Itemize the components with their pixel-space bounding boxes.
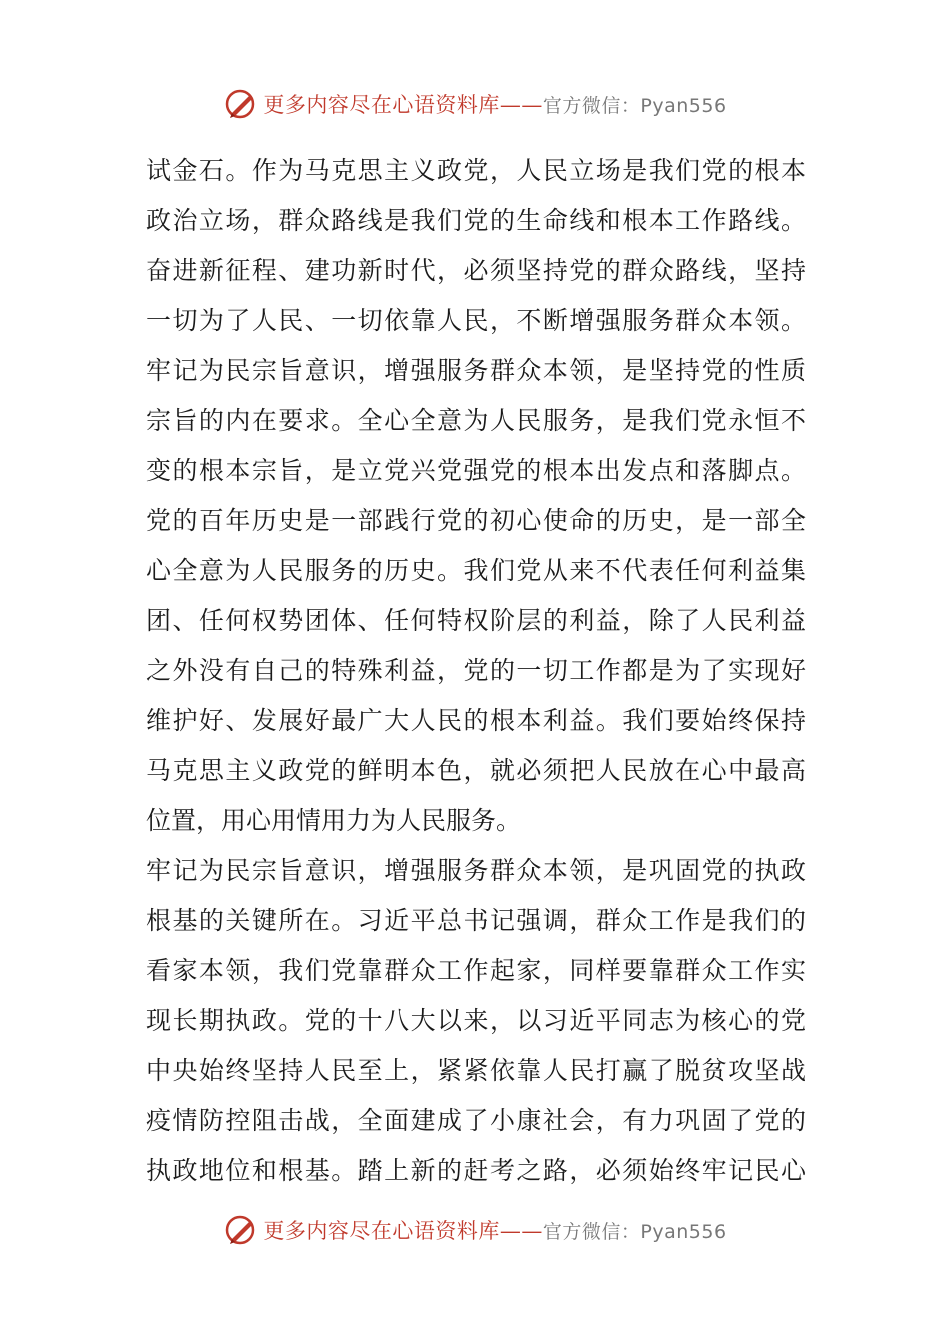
text-line: 看家本领，我们党靠群众工作起家，同样要靠群众工作实 bbox=[146, 956, 806, 985]
text-line: 维护好、发展好最广大人民的根本利益。我们要始终保持 bbox=[146, 706, 806, 735]
banner-official-account: 官方微信：Pyan556 bbox=[542, 95, 727, 117]
banner-brand: 更多内容尽在心语资料库 bbox=[263, 93, 500, 117]
pen-logo-icon bbox=[223, 1212, 259, 1248]
text-line: 奋进新征程、建功新时代，必须坚持党的群众路线，坚持 bbox=[146, 256, 806, 285]
text-line: 牢记为民宗旨意识，增强服务群众本领，是坚持党的性质 bbox=[146, 356, 806, 385]
banner-brand: 更多内容尽在心语资料库 bbox=[263, 1219, 500, 1243]
pen-logo-icon bbox=[223, 86, 259, 122]
banner-text bbox=[263, 89, 726, 119]
banner-official-account: 官方微信：Pyan556 bbox=[542, 1221, 727, 1243]
text-line: 执政地位和根基。踏上新的赶考之路，必须始终牢记民心 bbox=[146, 1156, 806, 1185]
text-line: 政治立场，群众路线是我们党的生命线和根本工作路线。 bbox=[146, 206, 806, 235]
text-line: 宗旨的内在要求。全心全意为人民服务，是我们党永恒不 bbox=[146, 406, 806, 435]
text-line: 团、任何权势团体、任何特权阶层的利益，除了人民利益 bbox=[146, 606, 806, 635]
banner-text bbox=[263, 1215, 726, 1245]
banner-dash: —— bbox=[499, 1219, 543, 1243]
text-line: 变的根本宗旨，是立党兴党强党的根本出发点和落脚点。 bbox=[146, 456, 806, 485]
text-line: 根基的关键所在。习近平总书记强调，群众工作是我们的 bbox=[146, 906, 806, 935]
header-watermark-banner bbox=[0, 84, 950, 124]
footer-watermark-banner bbox=[0, 1210, 950, 1250]
text-line: 中央始终坚持人民至上，紧紧依靠人民打赢了脱贫攻坚战 bbox=[146, 1056, 806, 1085]
text-line: 牢记为民宗旨意识，增强服务群众本领，是巩固党的执政 bbox=[146, 856, 806, 885]
text-line: 现长期执政。党的十八大以来，以习近平同志为核心的党 bbox=[146, 1006, 806, 1035]
text-line: 党的百年历史是一部践行党的初心使命的历史，是一部全 bbox=[146, 506, 806, 535]
text-line: 位置，用心用情用力为人民服务。 bbox=[146, 806, 522, 835]
text-line: 一切为了人民、一切依靠人民，不断增强服务群众本领。 bbox=[146, 306, 806, 335]
banner-dash: —— bbox=[499, 93, 543, 117]
text-line: 马克思主义政党的鲜明本色，就必须把人民放在心中最高 bbox=[146, 756, 806, 785]
text-line: 试金石。作为马克思主义政党，人民立场是我们党的根本 bbox=[146, 156, 806, 185]
text-line: 心全意为人民服务的历史。我们党从来不代表任何利益集 bbox=[146, 556, 806, 585]
text-line: 之外没有自己的特殊利益，党的一切工作都是为了实现好 bbox=[146, 656, 806, 685]
document-body bbox=[146, 146, 806, 1196]
text-line: 疫情防控阻击战，全面建成了小康社会，有力巩固了党的 bbox=[146, 1106, 806, 1135]
